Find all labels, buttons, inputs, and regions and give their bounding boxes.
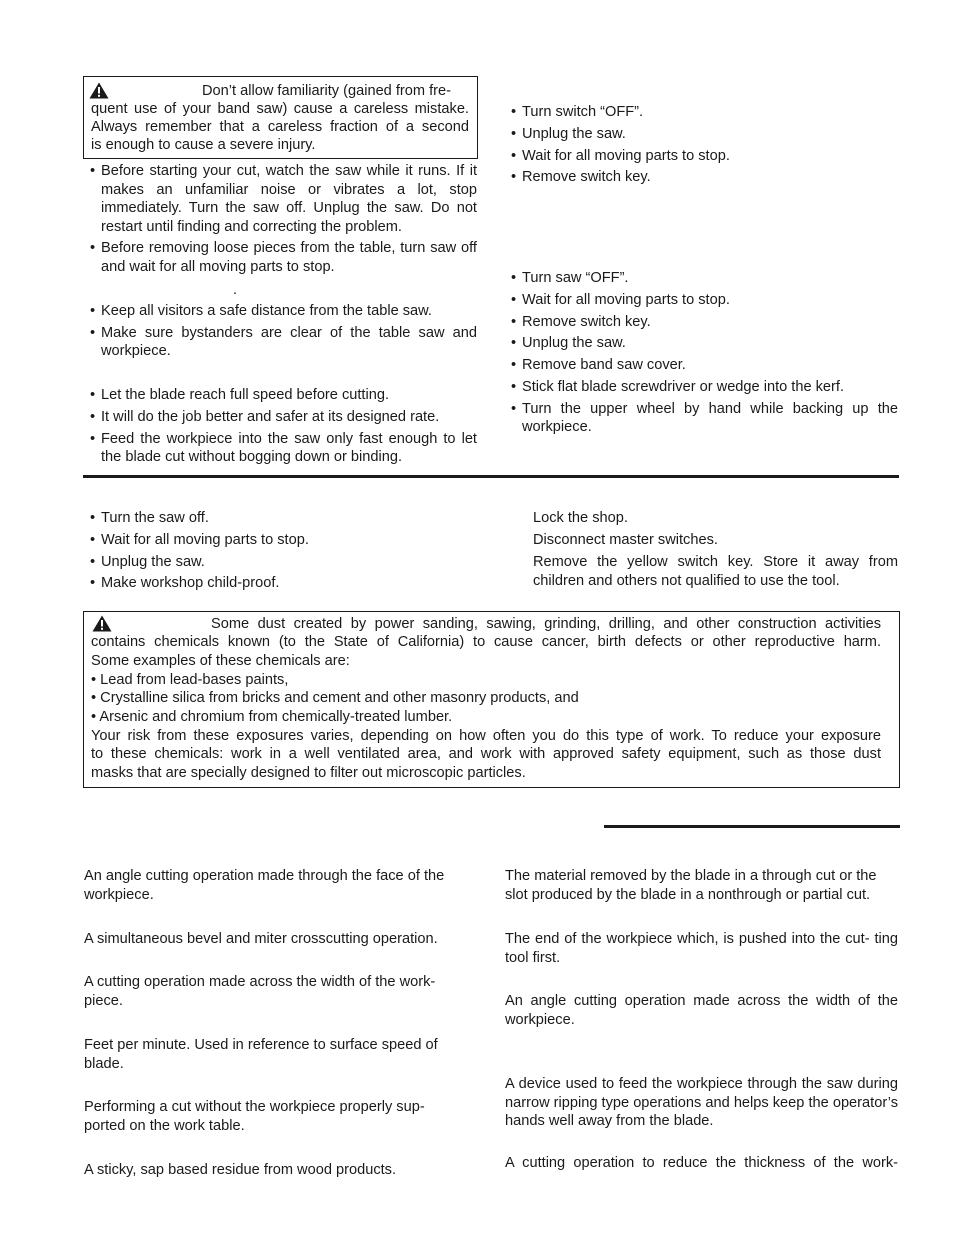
list-item: • Remove band saw cover. bbox=[505, 356, 898, 375]
warning-2-line-3: Some examples of these chemicals are: bbox=[91, 653, 350, 669]
glossary-right-definition-4: A device used to feed the workpiece through the saw during narrow ripping type operations and helps keep the operator’s hands well away from the blade. bbox=[505, 1076, 898, 1130]
warning-2-line-9: masks that are specially designed to filter out microscopic particles. bbox=[91, 765, 526, 781]
list-item: • Make sure bystanders are clear of the table saw and workpiece. bbox=[84, 324, 477, 361]
left-bullets-group-2 bbox=[84, 302, 477, 364]
list-item: • Unplug the saw. bbox=[505, 125, 898, 144]
list-item: • Unplug the saw. bbox=[84, 553, 477, 572]
list-item: • Turn the upper wheel by hand while backing up the workpiece. bbox=[505, 400, 898, 437]
warning-2-line-5: • Crystalline silica from bricks and cement and other masonry products, and bbox=[91, 690, 579, 706]
list-item: • Keep all visitors a safe distance from the table saw. bbox=[84, 302, 477, 321]
glossary-left-definition-4: Feet per minute. Used in reference to surface speed of blade. bbox=[84, 1037, 438, 1072]
left-bullets-group-3 bbox=[84, 386, 477, 470]
list-item: • It will do the job better and safer at its designed rate. bbox=[84, 408, 477, 427]
glossary-right-definition-2: The end of the workpiece which, is pushed into the cut- ting tool first. bbox=[505, 931, 898, 966]
list-item: • Make workshop child-proof. bbox=[84, 574, 477, 593]
stray-period: . bbox=[233, 282, 238, 298]
warning-2-line-7: Your risk from these exposures varies, depending on how often you do this type of work. To reduce your exposure bbox=[91, 728, 881, 744]
glossary-left-definition-2: A simultaneous bevel and miter crosscutting operation. bbox=[84, 931, 438, 947]
childproof-right-item-1: Lock the shop. bbox=[533, 510, 628, 526]
glossary-right-definition-3: An angle cutting operation made across the width of the workpiece. bbox=[505, 993, 898, 1028]
list-item: • Turn switch “OFF”. bbox=[505, 103, 898, 122]
list-item: • Remove switch key. bbox=[505, 168, 898, 187]
list-item: • Turn the saw off. bbox=[84, 509, 477, 528]
warning-1-line-4: is enough to cause a severe injury. bbox=[91, 137, 316, 153]
childproof-right-item-2: Disconnect master switches. bbox=[533, 532, 718, 548]
list-item: • Turn saw “OFF”. bbox=[505, 269, 898, 288]
warning-2-line-4: • Lead from lead-bases paints, bbox=[91, 672, 289, 688]
warning-2-line-6: • Arsenic and chromium from chemically-treated lumber. bbox=[91, 709, 453, 725]
glossary-left-definition-1: An angle cutting operation made through the face of the workpiece. bbox=[84, 868, 445, 903]
glossary-divider bbox=[604, 825, 900, 828]
list-item: • Wait for all moving parts to stop. bbox=[505, 147, 898, 166]
warning-triangle-icon bbox=[89, 82, 109, 99]
list-item: • Before removing loose pieces from the table, turn saw off and wait for all moving parts to stop. bbox=[84, 239, 477, 276]
warning-1-line-1: Don’t allow familiarity (gained from fre- bbox=[202, 83, 451, 99]
glossary-left-definition-6: A sticky, sap based residue from wood products. bbox=[84, 1162, 397, 1178]
left-bullets-group-1 bbox=[84, 162, 477, 280]
warning-1-line-2: quent use of your band saw) cause a careless mistake. bbox=[91, 101, 469, 117]
list-item: • Stick flat blade screwdriver or wedge into the kerf. bbox=[505, 378, 898, 397]
list-item: • Feed the workpiece into the saw only fast enough to let the blade cut without bogging down or binding. bbox=[84, 430, 477, 467]
list-item: • Remove switch key. bbox=[505, 313, 898, 332]
warning-2-line-8: to these chemicals: work in a well ventilated area, and work with approved safety equipment, such as those dust bbox=[91, 746, 881, 762]
list-item: • Wait for all moving parts to stop. bbox=[84, 531, 477, 550]
list-item: • Let the blade reach full speed before cutting. bbox=[84, 386, 477, 405]
section-divider bbox=[83, 475, 899, 478]
warning-2-line-2: contains chemicals known (to the State of California) to cause cancer, birth defects or other reproductive harm. bbox=[91, 634, 881, 650]
glossary-right-definition-1: The material removed by the blade in a through cut or the slot produced by the blade in a nonthrough or partial cut. bbox=[505, 868, 877, 903]
list-item: • Wait for all moving parts to stop. bbox=[505, 291, 898, 310]
right-bullets-group-1 bbox=[505, 103, 898, 190]
list-item: • Before starting your cut, watch the saw while it runs. If it makes an unfamiliar noise or vibrates a lot, stop immediately. Turn the saw off. Unplug the saw. Do not restart until finding and correcting the problem. bbox=[84, 162, 477, 236]
warning-triangle-icon bbox=[92, 615, 112, 632]
childproof-left-bullets bbox=[84, 509, 477, 596]
list-item: • Unplug the saw. bbox=[505, 334, 898, 353]
glossary-left-definition-5: Performing a cut without the workpiece properly sup- ported on the work table. bbox=[84, 1099, 425, 1134]
right-bullets-group-2 bbox=[505, 269, 898, 440]
glossary-left-definition-3: A cutting operation made across the width of the work- piece. bbox=[84, 974, 436, 1009]
warning-2-line-1: Some dust created by power sanding, sawing, grinding, drilling, and other construction activities bbox=[211, 616, 881, 632]
glossary-right-definition-5: A cutting operation to reduce the thickness of the work- bbox=[505, 1155, 898, 1171]
warning-1-line-3: Always remember that a careless fraction of a second bbox=[91, 119, 469, 135]
childproof-right-item-3: Remove the yellow switch key. Store it away from children and others not qualified to use the tool. bbox=[533, 554, 898, 589]
